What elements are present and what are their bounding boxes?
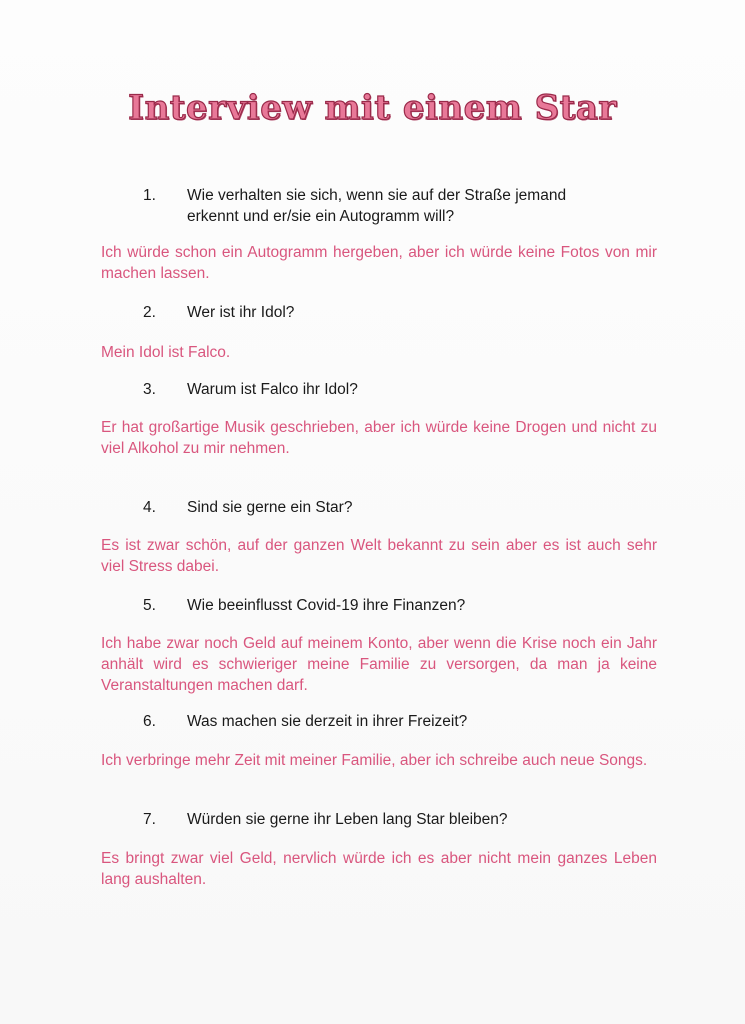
question-number: 7.: [143, 811, 156, 828]
question-number: 2.: [143, 304, 156, 321]
question-number: 1.: [143, 187, 156, 204]
answer-1: Ich würde schon ein Autogramm hergeben, aber ich würde keine Fotos von mir machen lassen.: [101, 244, 657, 282]
answer-4: Es ist zwar schön, auf der ganzen Welt bekannt zu sein aber es ist auch sehr viel Stress dabei.: [101, 537, 657, 575]
question-number: 3.: [143, 381, 156, 398]
question-number: 5.: [143, 597, 156, 614]
question-number: 6.: [143, 713, 156, 730]
question-text: Würden sie gerne ihr Leben lang Star bleiben?: [187, 811, 508, 828]
answer-2: Mein Idol ist Falco.: [101, 344, 231, 361]
answer-6: Ich verbringe mehr Zeit mit meiner Familie, aber ich schreibe auch neue Songs.: [101, 752, 648, 769]
question-text: Wer ist ihr Idol?: [187, 304, 295, 321]
document-title: Interview mit einem Star: [128, 88, 617, 128]
answer-5: Ich habe zwar noch Geld auf meinem Konto, aber wenn die Krise noch ein Jahr anhält wird es schwieriger meine Familie zu versorgen, da man ja keine Veranstaltungen machen darf.: [101, 635, 657, 694]
question-number: 4.: [143, 499, 156, 516]
question-text: Was machen sie derzeit in ihrer Freizeit?: [187, 713, 468, 730]
answer-7: Es bringt zwar viel Geld, nervlich würde ich es aber nicht mein ganzes Leben lang aushalten.: [101, 850, 657, 888]
question-text: Wie verhalten sie sich, wenn sie auf der Straße jemand erkennt und er/sie ein Autogramm will?: [187, 187, 567, 225]
question-text: Sind sie gerne ein Star?: [187, 499, 353, 516]
question-text: Wie beeinflusst Covid-19 ihre Finanzen?: [187, 597, 466, 614]
answer-3: Er hat großartige Musik geschrieben, aber ich würde keine Drogen und nicht zu viel Alkohol zu mir nehmen.: [101, 419, 657, 457]
question-text: Warum ist Falco ihr Idol?: [187, 381, 358, 398]
